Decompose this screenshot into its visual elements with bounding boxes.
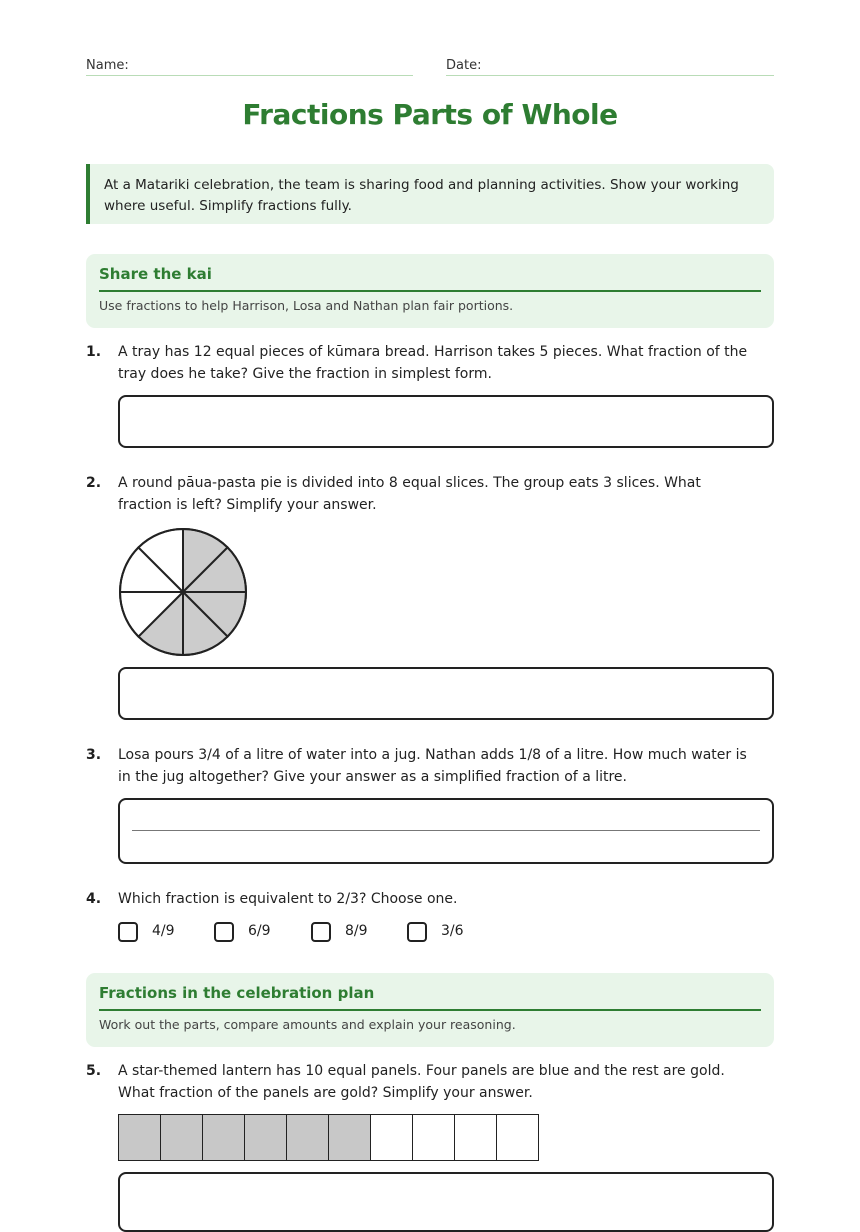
option-label: 4/9 bbox=[152, 923, 175, 939]
header-fields bbox=[86, 54, 774, 76]
section-subtitle: Work out the parts, compare amounts and explain your reasoning. bbox=[99, 1017, 516, 1032]
date-label: Date: bbox=[446, 58, 482, 73]
checkbox[interactable] bbox=[118, 922, 138, 942]
panel-shaded bbox=[329, 1115, 371, 1160]
section-share-the-kai bbox=[86, 254, 774, 328]
answer-box-2[interactable] bbox=[118, 667, 774, 720]
answer-box-1[interactable] bbox=[118, 395, 774, 448]
question-number: 5. bbox=[86, 1063, 102, 1079]
question-text: Losa pours 3/4 of a litre of water into a jug. Nathan adds 1/8 of a litre. How much water is in the jug altogether? Give your answer as a simplified fraction of a litre. bbox=[118, 747, 747, 785]
intro-callout: At a Matariki celebration, the team is sharing food and planning activities. Show your working where useful. Simplify fractions fully. bbox=[86, 164, 774, 224]
question-number: 2. bbox=[86, 475, 102, 491]
question-number: 1. bbox=[86, 344, 102, 360]
answer-line bbox=[132, 830, 760, 831]
name-label: Name: bbox=[86, 58, 129, 73]
panel-shaded bbox=[119, 1115, 161, 1160]
answer-box-3[interactable] bbox=[118, 798, 774, 864]
panel-shaded bbox=[287, 1115, 329, 1160]
panel bbox=[455, 1115, 497, 1160]
question-text: A tray has 12 equal pieces of kūmara bread. Harrison takes 5 pieces. What fraction of the tray does he take? Give the fraction in simplest form. bbox=[118, 344, 748, 382]
panel bbox=[497, 1115, 538, 1160]
option-label: 6/9 bbox=[248, 923, 271, 939]
pie-diagram bbox=[118, 528, 248, 658]
section-title: Share the kai bbox=[99, 254, 761, 292]
panel-strip-diagram bbox=[118, 1114, 539, 1161]
question-text: Which fraction is equivalent to 2/3? Choose one. bbox=[118, 891, 458, 907]
checkbox[interactable] bbox=[214, 922, 234, 942]
question-text: A star-themed lantern has 10 equal panels. Four panels are blue and the rest are gold. What fraction of the panels are gold? Simplify your answer. bbox=[118, 1063, 725, 1101]
section-title: Fractions in the celebration plan bbox=[99, 973, 761, 1011]
question-number: 4. bbox=[86, 891, 102, 907]
answer-box-5[interactable] bbox=[118, 1172, 774, 1232]
question-text: A round pāua-pasta pie is divided into 8 equal slices. The group eats 3 slices. What fraction is left? Simplify your answer. bbox=[118, 475, 701, 513]
panel-shaded bbox=[245, 1115, 287, 1160]
panel bbox=[413, 1115, 455, 1160]
name-field[interactable] bbox=[86, 54, 413, 76]
date-field[interactable] bbox=[446, 54, 774, 76]
option-label: 3/6 bbox=[441, 923, 464, 939]
section-subtitle: Use fractions to help Harrison, Losa and Nathan plan fair portions. bbox=[99, 298, 514, 313]
section-celebration-plan bbox=[86, 973, 774, 1047]
panel-shaded bbox=[161, 1115, 203, 1160]
checkbox[interactable] bbox=[407, 922, 427, 942]
option-label: 8/9 bbox=[345, 923, 368, 939]
panel-shaded bbox=[203, 1115, 245, 1160]
checkbox[interactable] bbox=[311, 922, 331, 942]
page-title: Fractions Parts of Whole bbox=[242, 98, 618, 131]
panel bbox=[371, 1115, 413, 1160]
question-number: 3. bbox=[86, 747, 102, 763]
